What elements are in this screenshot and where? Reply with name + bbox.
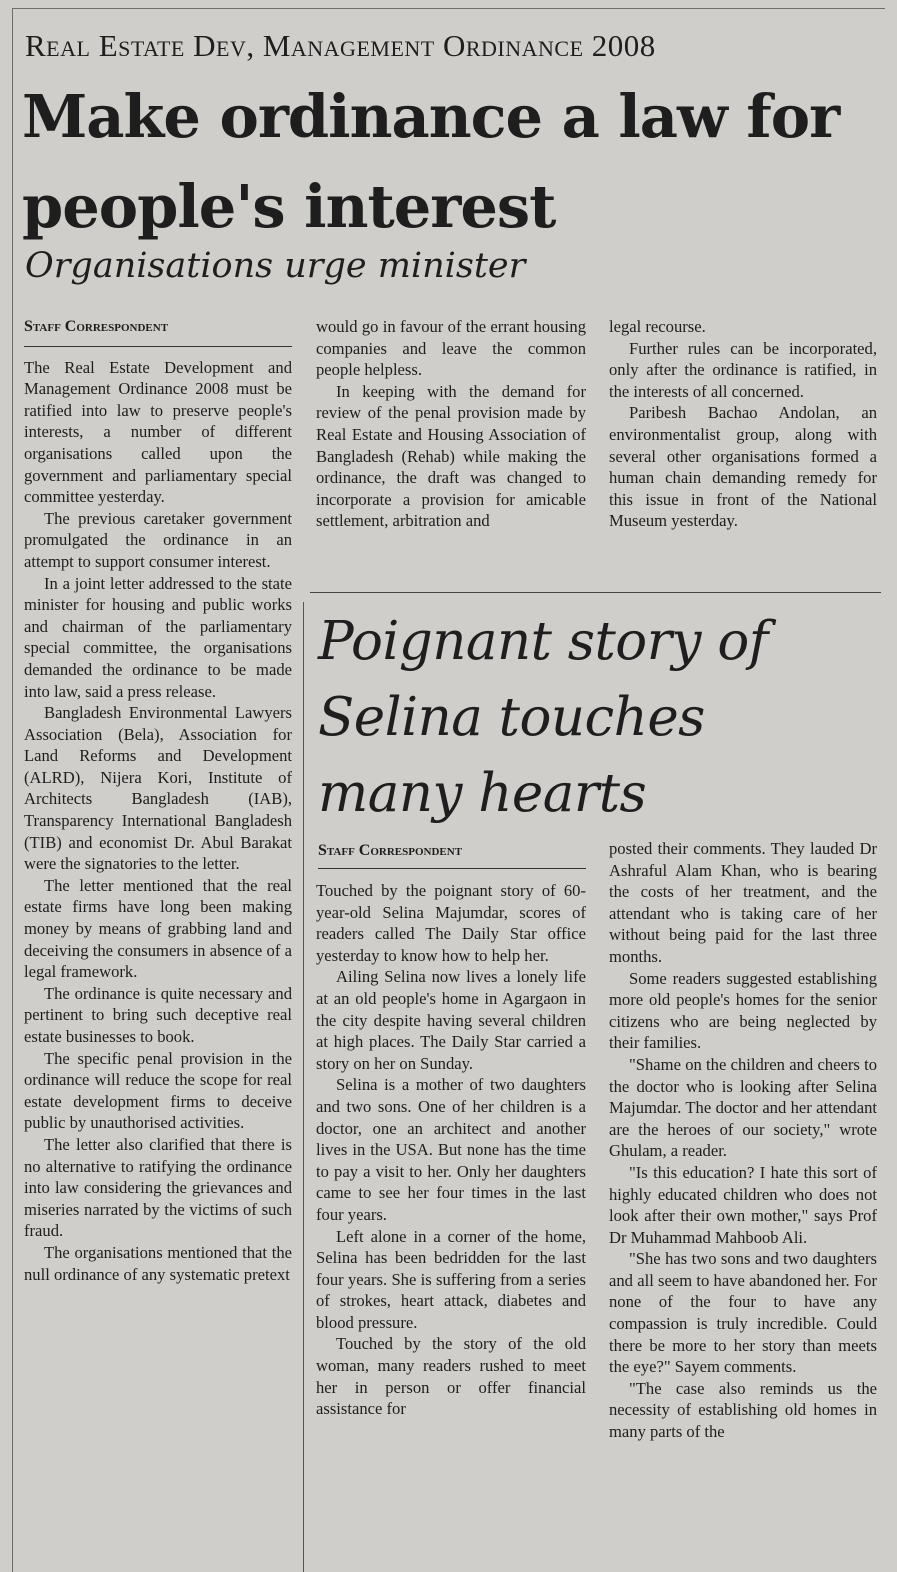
article2-paragraph: Touched by the poignant story of 60-year-old Selina Majumdar, scores of readers called The Daily Star office yesterday to know how to help her. (316, 881, 586, 965)
article1-paragraph: The ordinance is quite necessary and pertinent to bring such deceptive real estate businesses to book. (24, 983, 292, 1046)
article2-headline (318, 604, 888, 832)
article1-paragraph: The Real Estate Development and Management Ordinance 2008 must be ratified into law to preserve people's interests, a number of different organisations called upon the government and parliamentary special committee yesterday. (24, 357, 292, 507)
article1-byline: Staff Correspondent (24, 316, 292, 347)
article2-paragraph: Left alone in a corner of the home, Selina has been bedridden for the last four years. She is suffering from a series of strokes, heart attack, diabetes and blood pressure. (316, 1226, 586, 1332)
article2-byline: Staff Correspondent (318, 842, 586, 869)
article2-headline-line2: Selina touches (318, 687, 705, 748)
article1-kicker: Real Estate Dev, Management Ordinance 2008 (25, 28, 656, 63)
article2-paragraph: posted their comments. They lauded Dr Ashraful Alam Khan, who is bearing the costs of her treatment, and the attendant who is taking care of her without being paid for the last three months. (609, 839, 877, 966)
article2-headline-line3: many hearts (318, 763, 647, 824)
article2-paragraph: "Shame on the children and cheers to the doctor who is looking after Selina Majumdar. The doctor and her attendant are the heroes of our society," wrote Ghulam, a reader. (609, 1054, 877, 1161)
article1-paragraph: The previous caretaker government promulgated the ordinance in an attempt to support consumer interest. (24, 508, 292, 571)
article1-paragraph: Bangladesh Environmental Lawyers Association (Bela), Association for Land Reforms and Development (ALRD), Nijera Kori, Institute of Architects Bangladesh (IAB), Transparency International Bangladesh (TIB) and economist Dr. Abul Barakat were the signatories to the letter. (24, 703, 292, 874)
article1-column-3 (609, 316, 877, 582)
article1-subhead: Organisations urge minister (25, 246, 526, 286)
article1-paragraph: The organisations mentioned that the null ordinance of any systematic pretext (24, 1242, 292, 1284)
article2-headline-line1: Poignant story of (318, 611, 768, 672)
article1-column-1 (24, 316, 292, 1572)
article2-paragraph: Ailing Selina now lives a lonely life at an old people's home in Agargaon in the city despite having several children at high places. The Daily Star carried a story on her on Sunday. (316, 967, 586, 1073)
article1-paragraph: Paribesh Bachao Andolan, an environmentalist group, along with several other organisations formed a human chain demanding remedy for this issue in front of the National Museum yesterday. (609, 403, 877, 531)
article1-paragraph: The specific penal provision in the ordinance will reduce the scope for real estate development firms to deceive public by unauthorised activities. (24, 1048, 292, 1133)
article2-paragraph: Some readers suggested establishing more old people's homes for the senior citizens who are being neglected by their families. (609, 968, 877, 1053)
article1-column-2 (316, 316, 586, 582)
article2-column-2 (609, 838, 877, 1572)
article1-paragraph: would go in favour of the errant housing companies and leave the common people helpless. (316, 317, 586, 380)
column-divider (303, 602, 304, 1572)
article2-column-1 (316, 880, 586, 1572)
left-rule (12, 8, 13, 1572)
article2-paragraph: "Is this education? I hate this sort of highly educated children who does not look after their own mother," says Prof Dr Muhammad Mahboob Ali. (609, 1162, 877, 1247)
article1-paragraph: The letter mentioned that the real estate firms have long been making money by means of grabbing land and deceiving the consumers in absence of a legal framework. (24, 875, 292, 982)
article1-headline-line2: people's interest (22, 172, 556, 241)
story-divider (310, 592, 881, 593)
article2-paragraph: Selina is a mother of two daughters and two sons. One of her children is a doctor, one an architect and another lives in the USA. But none has the time to pay a visit to her. Only her daughters came to see her four times in the last four years. (316, 1075, 586, 1224)
article2-paragraph: "She has two sons and two daughters and all seem to have abandoned her. For none of the four to have any compassion is truly incredible. Could there be more to her story than meets the eye?" Sayem comments. (609, 1249, 877, 1377)
article1-headline-line1: Make ordinance a law for (22, 82, 840, 151)
article1-paragraph: Further rules can be incorporated, only after the ordinance is ratified, in the interests of all concerned. (609, 338, 877, 401)
top-rule (12, 8, 885, 9)
article2-paragraph: "The case also reminds us the necessity of establishing old homes in many parts of the (609, 1378, 877, 1442)
article1-headline (22, 72, 892, 252)
article1-paragraph: In keeping with the demand for review of the penal provision made by Real Estate and Housing Association of Bangladesh (Rehab) while making the ordinance, the draft was changed to incorporate a provision for amicable settlement, arbitration and (316, 381, 586, 531)
article2-paragraph: Touched by the story of the old woman, many readers rushed to meet her in person or offer financial assistance for (316, 1334, 586, 1419)
article1-paragraph: The letter also clarified that there is no alternative to ratifying the ordinance into law considering the grievances and miseries narrated by the victims of such fraud. (24, 1134, 292, 1241)
article1-paragraph: legal recourse. (609, 317, 706, 336)
article1-paragraph: In a joint letter addressed to the state minister for housing and public works and chairman of the parliamentary special committee, the organisations demanded the ordinance to be made into law, said a press release. (24, 573, 292, 701)
